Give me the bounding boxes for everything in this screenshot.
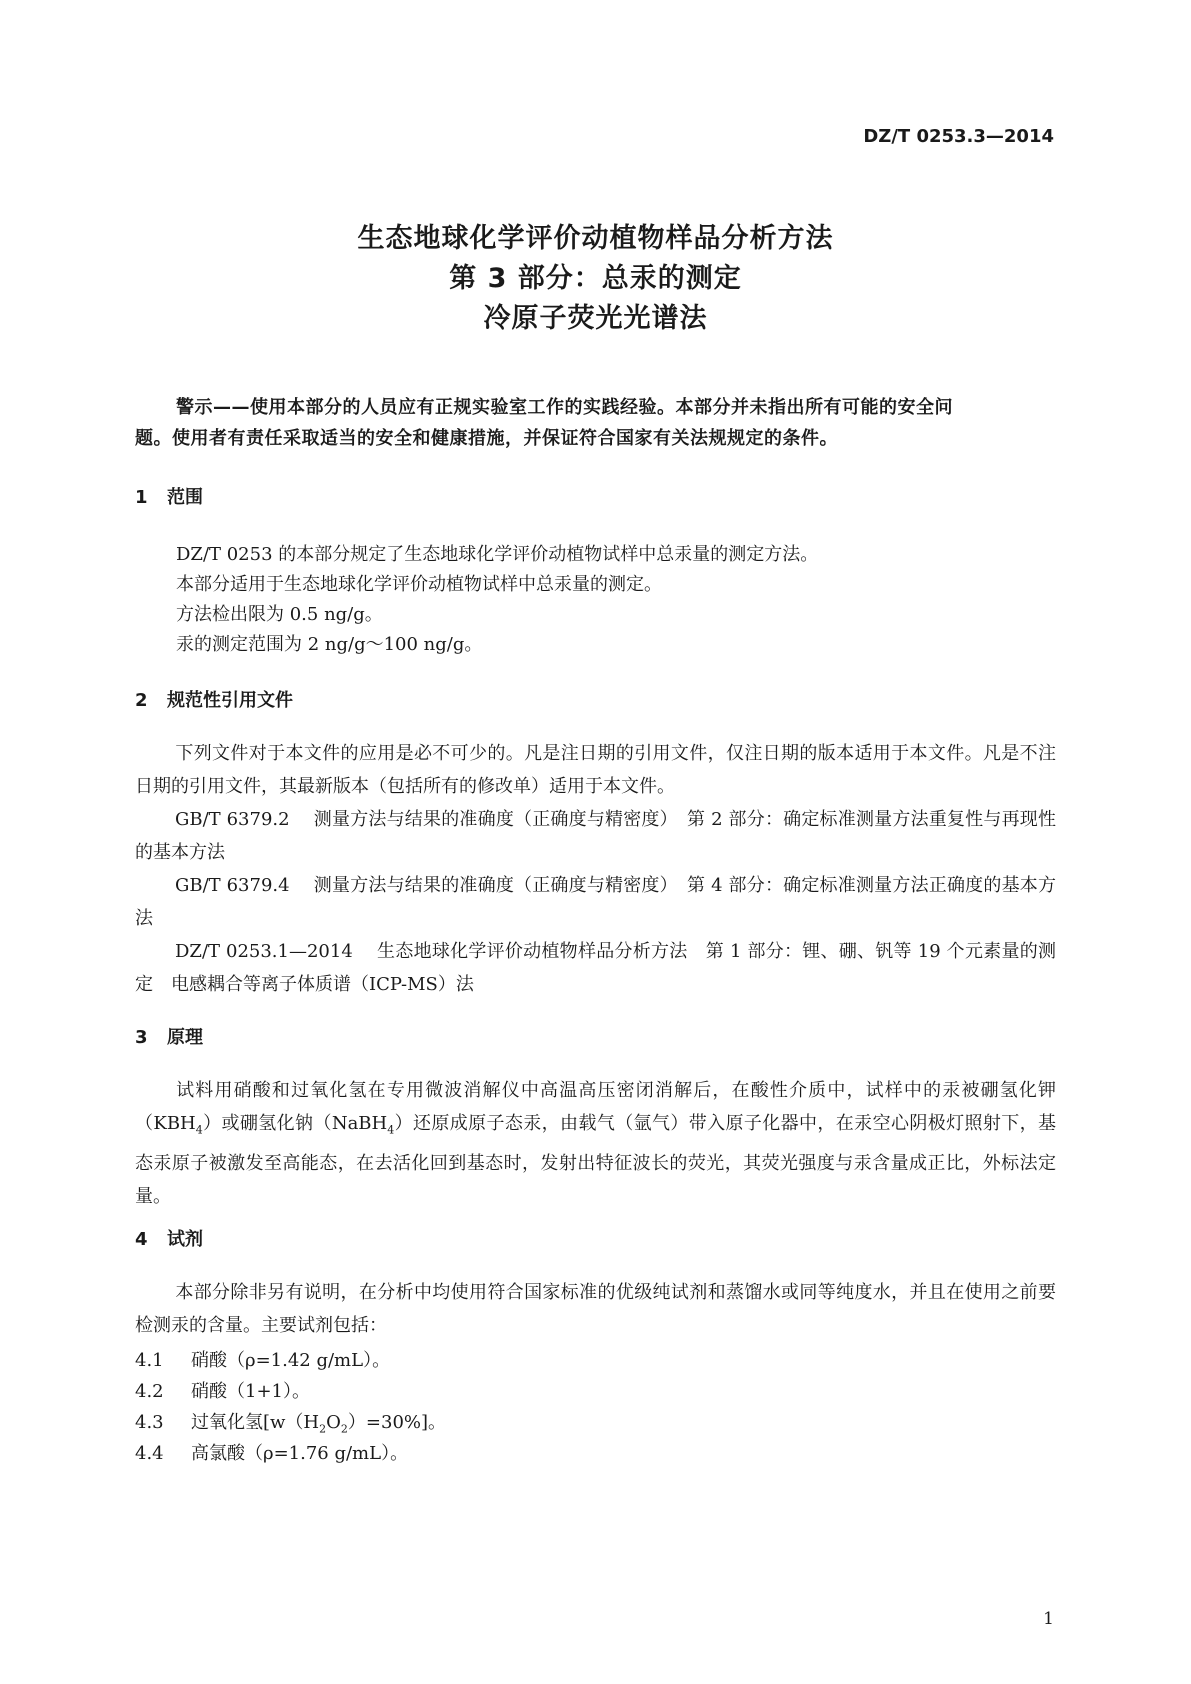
section-heading-reagents [135, 1225, 203, 1251]
subscript: 4 [195, 1123, 203, 1137]
measurement-range: 汞的测定范围为 2 ng/g～100 ng/g。 [176, 634, 483, 655]
item-text: 硝酸（1+1）。 [191, 1381, 310, 1402]
document-title: 生态地球化学评价动植物样品分析方法 [357, 223, 834, 254]
reference-text: 测量方法与结果的准确度（正确度与精密度） 第 2 部分：确定标准测量方法重复性与再现性的基本方法 [135, 809, 1056, 863]
reference-code: DZ/T 0253.1—2014 [175, 941, 353, 962]
standard-code: DZ/T 0253.3—2014 [863, 126, 1054, 147]
section-number: 1 [135, 487, 148, 508]
reagent-item [135, 1408, 446, 1436]
section-number: 4 [135, 1229, 148, 1250]
principle-text: ）还原成原子态汞，由载气（氩气）带入原子化器中，在汞空心阴极灯照射下，基态汞原子被激发至高能态，在去活化回到基态时，发射出特征波长的荧光，其荧光强度与汞含量成正比，外标法定量。 [135, 1113, 1057, 1207]
section-number: 3 [135, 1027, 148, 1048]
reagent-item [135, 1346, 390, 1372]
references-intro-text: 下列文件对于本文件的应用是必不可少的。凡是注日期的引用文件，仅注日期的版本适用于本文件。凡是不注日期的引用文件，其最新版本（包括所有的修改单）适用于本文件。 [135, 743, 1056, 797]
subscript: 2 [340, 1422, 348, 1436]
page-number: 1 [1043, 1609, 1054, 1629]
item-number: 4.4 [135, 1443, 164, 1464]
subscript: 2 [319, 1422, 327, 1436]
scope-paragraph-2: 本部分适用于生态地球化学评价动植物试样中总汞量的测定。 [176, 574, 662, 595]
item-text: 过氧化氢[w（H [191, 1412, 320, 1433]
reference-code: GB/T 6379.4 [175, 875, 290, 896]
item-number: 4.2 [135, 1381, 164, 1402]
section-title: 原理 [167, 1027, 203, 1048]
warning-line-1: 警示——使用本部分的人员应有正规实验室工作的实践经验。本部分并未指出所有可能的安全问 [176, 397, 953, 418]
section-title: 范围 [167, 487, 203, 508]
scope-paragraph-1: DZ/T 0253 的本部分规定了生态地球化学评价动植物试样中总汞量的测定方法。 [176, 544, 819, 565]
item-text: O [326, 1412, 341, 1433]
section-title: 规范性引用文件 [167, 690, 293, 711]
reference-code: GB/T 6379.2 [175, 809, 290, 830]
warning-line-2: 题。使用者有责任采取适当的安全和健康措施，并保证符合国家有关法规规定的条件。 [135, 428, 838, 449]
section-number: 2 [135, 690, 148, 711]
document-subtitle-method: 冷原子荧光光谱法 [483, 303, 708, 334]
reference-text: 测量方法与结果的准确度（正确度与精密度） 第 4 部分：确定标准测量方法正确度的基本方法 [135, 875, 1056, 929]
principle-paragraph [135, 1074, 1056, 1213]
principle-text: ）或硼氢化钠（NaBH [202, 1113, 388, 1134]
item-text: 高氯酸（ρ=1.76 g/mL）。 [191, 1443, 409, 1464]
reagent-item [135, 1439, 408, 1465]
detection-limit: 方法检出限为 0.5 ng/g。 [176, 604, 383, 625]
reference-item [135, 803, 1056, 869]
section-heading-principle [135, 1023, 203, 1049]
reagents-intro-text: 本部分除非另有说明，在分析中均使用符合国家标准的优级纯试剂和蒸馏水或同等纯度水，并且在使用之前要检测汞的含量。主要试剂包括： [135, 1282, 1056, 1336]
document-subtitle-part: 第 3 部分：总汞的测定 [449, 263, 742, 294]
section-heading-references [135, 686, 293, 712]
item-number: 4.3 [135, 1412, 164, 1433]
section-title: 试剂 [167, 1229, 203, 1250]
references-intro [135, 737, 1056, 803]
reference-item [135, 935, 1056, 1001]
section-heading-scope [135, 483, 203, 509]
reference-item [135, 869, 1056, 935]
reference-text: 生态地球化学评价动植物样品分析方法 第 1 部分：锂、硼、钒等 19 个元素量的测定 电感耦合等离子体质谱（ICP-MS）法 [135, 941, 1056, 995]
principle-text: 试料用硝酸和过氧化氢在专用微波消解仪中高温高压密闭消解后，在酸性介质中，试样中的汞被硼氢化钾（KBH [135, 1080, 1056, 1134]
item-number: 4.1 [135, 1350, 164, 1371]
reagent-item [135, 1377, 310, 1403]
item-text: 硝酸（ρ=1.42 g/mL）。 [191, 1350, 391, 1371]
subscript: 4 [387, 1123, 395, 1137]
item-text: ）=30%]。 [347, 1412, 447, 1433]
reagents-intro [135, 1276, 1056, 1342]
